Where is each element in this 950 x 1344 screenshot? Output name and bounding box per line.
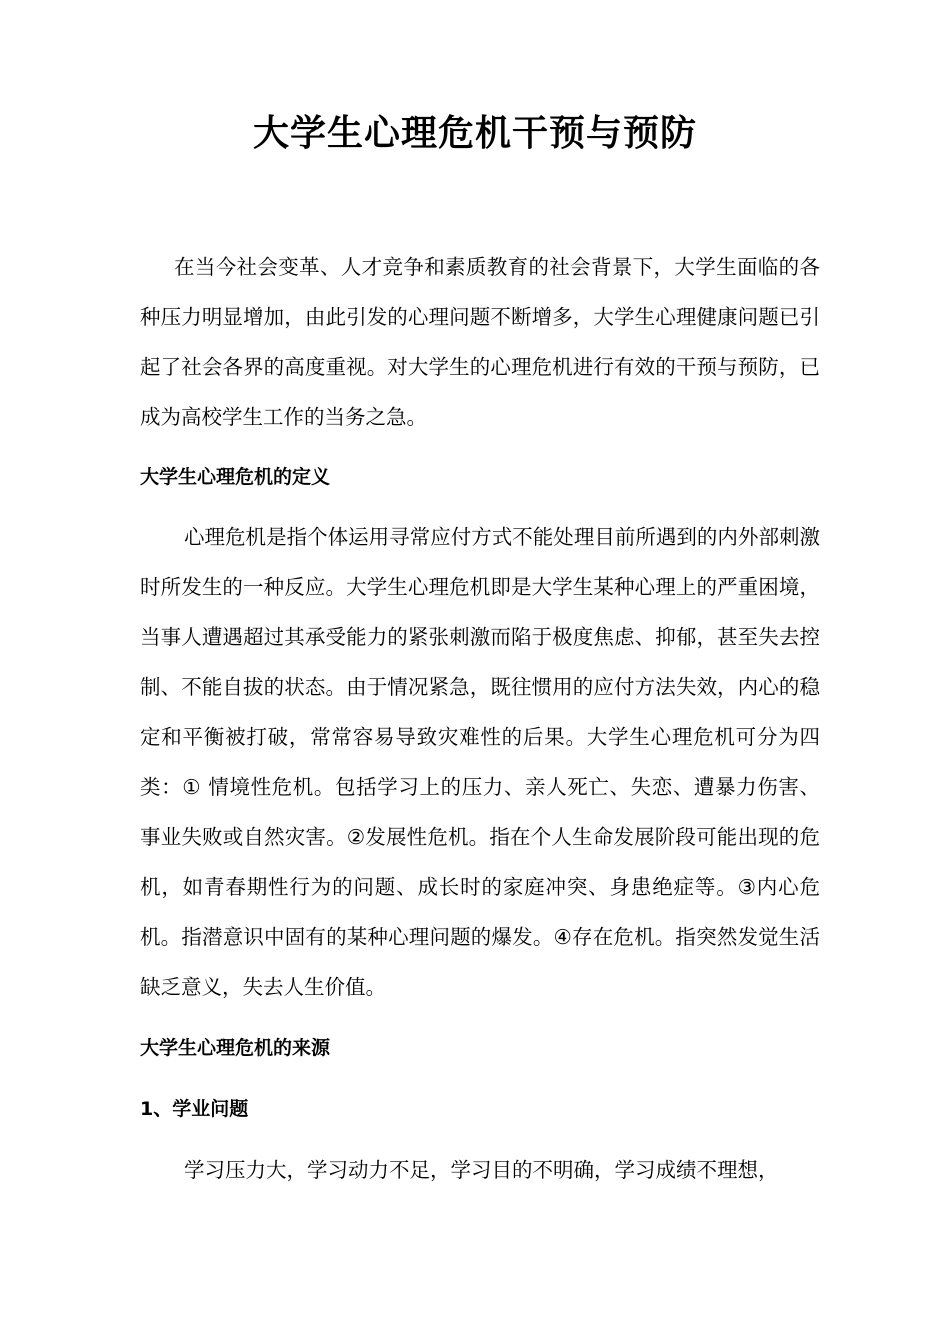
section-heading-definition: 大学生心理危机的定义 [140, 466, 331, 488]
definition-paragraph: 心理危机是指个体运用寻常应付方式不能处理目前所遇到的内外部刺激时所发生的一种反应。大学生心理危机即是大学生某种心理上的严重困境，当事人遭遇超过其承受能力的紧张刺激而陷于极度焦虑、抑郁，甚至失去控制、不能自拔的状态。由于情况紧急，既往惯用的应付方法失效，内心的稳定和平衡被打破，常常容易导致灾难性的后果。大学生心理危机可分为四类：① 情境性危机。包括学习上的压力、亲人死亡、失恋、遭暴力伤害、事业失败或自然灾害。②发展性危机。指在个人生命发展阶段可能出现的危机，如青春期性行为的问题、成长时的家庭冲突、身患绝症等。③内心危机。指潜意识中固有的某种心理问题的爆发。④存在危机。指突然发觉生活缺乏意义，失去人生价值。 [140, 525, 820, 999]
intro-paragraph: 在当今社会变革、人才竞争和素质教育的社会背景下，大学生面临的各种压力明显增加，由此引发的心理问题不断增多，大学生心理健康问题已引起了社会各界的高度重视。对大学生的心理危机进行有效的干预与预防，已成为高校学生工作的当务之急。 [140, 255, 820, 429]
academic-paragraph: 学习压力大，学习动力不足，学习目的不明确，学习成绩不理想， [184, 1158, 779, 1182]
document-title: 大学生心理危机干预与预防 [252, 113, 697, 154]
section-heading-sources: 大学生心理危机的来源 [140, 1037, 331, 1059]
subsection-heading-academic: 1、学业问题 [140, 1098, 249, 1120]
